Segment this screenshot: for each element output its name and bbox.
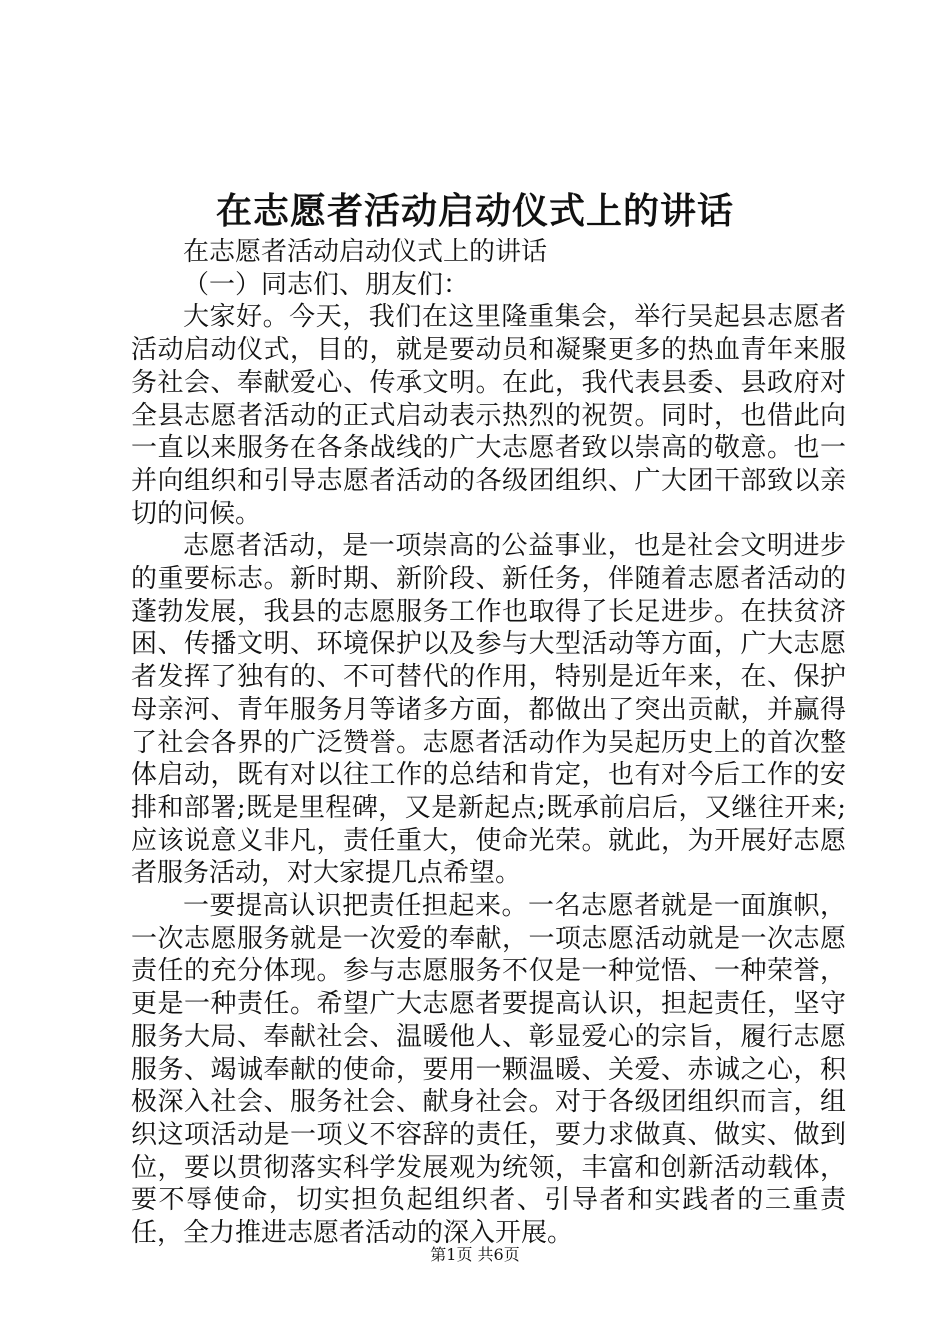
document-title: 在志愿者活动启动仪式上的讲话 — [215, 190, 734, 232]
body-paragraph: 一要提高认识把责任担起来。一名志愿者就是一面旗帜，一次志愿服务就是一次爱的奉献，一项志愿活动就是一次志愿责任的充分体现。参与志愿服务不仅是一种觉悟、一种荣誉，更是一种责任。希望广大志愿者要提高认识，担起责任，坚守服务大局、奉献社会、温暖他人、彰显爱心的宗旨，履行志愿服务、竭诚奉献的使命，要用一颗温暖、关爱、赤诚之心，积极深入社会、服务社会、献身社会。对于各级团组织而言，组织这项活动是一项义不容辞的责任，要力求做真、做实、做到位，要以贯彻落实科学发展观为统领，丰富和创新活动载体，要不辱使命，切实担负起组织者、引导者和实践者的三重责任，全力推进志愿者活动的深入开展。 — [131, 891, 846, 1249]
page-footer: 第1页 共6页 — [430, 1245, 520, 1264]
document-body — [131, 236, 846, 1250]
body-paragraph: 志愿者活动，是一项崇高的公益事业，也是社会文明进步的重要标志。新时期、新阶段、新任务，伴随着志愿者活动的蓬勃发展，我县的志愿服务工作也取得了长足进步。在扶贫济困、传播文明、环境保护以及参与大型活动等方面，广大志愿者发挥了独有的、不可替代的作用，特别是近年来，在、保护母亲河、青年服务月等诸多方面，都做出了突出贡献，并赢得了社会各界的广泛赞誉。志愿者活动作为吴起历史上的首次整体启动，既有对以往工作的总结和肯定，也有对今后工作的安排和部署;既是里程碑，又是新起点;既承前启后，又继往开来;应该说意义非凡，责任重大，使命光荣。就此，为开展好志愿者服务活动，对大家提几点希望。 — [131, 531, 846, 889]
salutation-paragraph: （一）同志们、朋友们： — [183, 269, 470, 300]
subtitle-paragraph: 在志愿者活动启动仪式上的讲话 — [183, 237, 548, 267]
body-paragraph: 大家好。今天，我们在这里隆重集会，举行吴起县志愿者活动启动仪式，目的，就是要动员和凝聚更多的热血青年来服务社会、奉献爱心、传承文明。在此，我代表县委、县政府对全县志愿者活动的正式启动表示热烈的祝贺。同时，也借此向一直以来服务在各条战线的广大志愿者致以崇高的敬意。也一并向组织和引导志愿者活动的各级团组织、广大团干部致以亲切的问候。 — [131, 302, 846, 529]
